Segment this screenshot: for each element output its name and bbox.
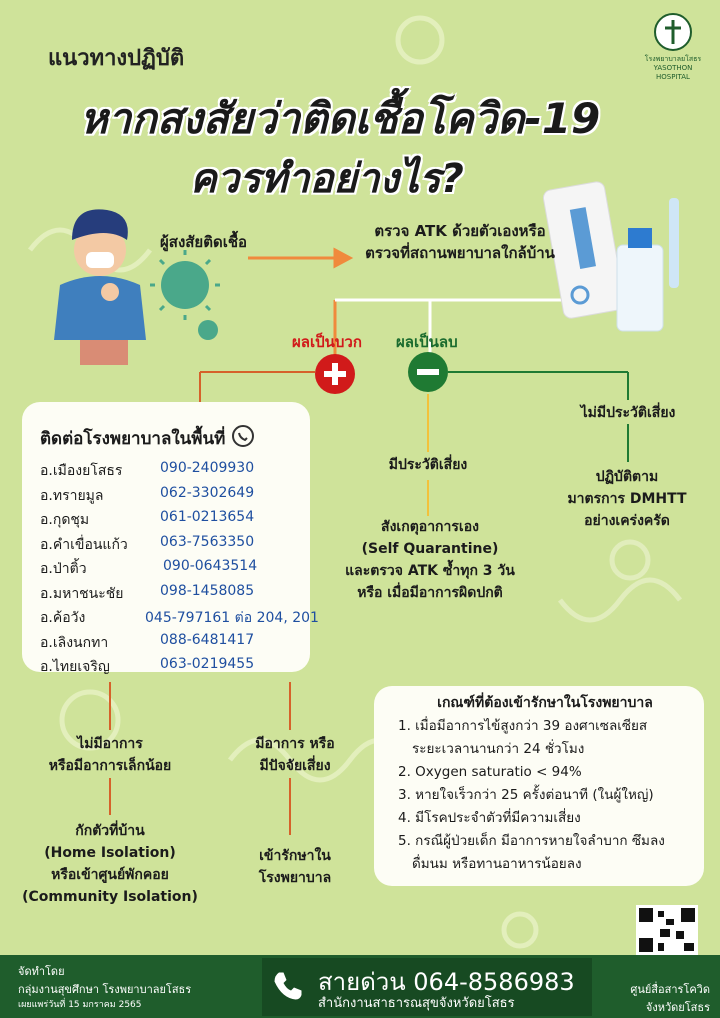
footer-right-line1: ศูนย์สื่อสารโควิด [630,983,710,996]
admit-line1: เข้ารักษาใน [259,848,331,864]
suspect-label: ผู้สงสัยติดเชื้อ [160,233,248,251]
no-symptom-text [30,733,190,777]
has-risk-label: มีประวัติเสี่ยง [388,457,468,473]
contact-phone[interactable]: 063-7563350 [160,533,255,550]
hospital-seal-icon [653,12,693,52]
qr-code[interactable] [636,905,698,955]
quarantine-text [330,516,530,604]
contact-district: อ.เลิงนกทา [40,634,109,651]
contact-phone[interactable]: 063-0219455 [160,656,255,672]
dmhtt-line2: มาตรการ DMHTT [567,491,687,507]
symptom-text [245,733,345,777]
hospital-logo [640,12,706,82]
criteria-item: 3. หายใจเร็วกว่า 25 ครั้งต่อนาที (ในผู้ใหญ่) [398,787,654,803]
contact-phone[interactable]: 061-0213654 [160,509,255,525]
criteria-item: 2. Oxygen saturatio < 94% [398,764,582,780]
no-symptom-line2: หรือมีอาการเล็กน้อย [48,758,172,774]
contact-district: อ.ไทยเจริญ [40,659,110,675]
criteria-title: เกณฑ์ที่ต้องเข้ารักษาในโรงพยาบาล [437,695,653,711]
qr-code-icon [636,905,698,955]
phone-icon [270,968,306,1004]
contact-phone[interactable]: 098-1458085 [160,582,255,599]
admit-line2: โรงพยาบาล [258,870,332,886]
logo-en: YASOTHON HOSPITAL [653,64,693,81]
contact-district: อ.เมืองยโสธร [40,463,123,479]
contact-district: อ.ค้อวัง [40,610,86,626]
atk-test-text [350,220,570,264]
home-line2: (Home Isolation) [44,845,176,861]
contact-district: อ.ป่าติ้ว [40,561,87,577]
hotline-org: สำนักงานสาธารณสุขจังหวัดยโสธร [318,996,515,1011]
quarantine-line1: สังเกตุอาการเอง [381,519,479,535]
symptom-line2: มีปัจจัยเสี่ยง [259,758,331,774]
home-line3: หรือเข้าศูนย์พักคอย [51,867,169,883]
footer-by-label: จัดทำโดย [18,965,65,978]
admit-text [250,845,340,889]
dmhtt-text [552,466,702,532]
symptom-line1: มีอาการ หรือ [255,736,335,752]
contacts-title [40,424,255,452]
quarantine-line4: หรือ เมื่อมีอาการผิดปกติ [357,585,503,601]
dmhtt-line3: อย่างเคร่งครัด [584,513,670,529]
quarantine-line2: (Self Quarantine) [361,541,499,557]
hotline-number[interactable]: สายด่วน 064-8586983 [318,968,575,996]
whatsapp-icon [231,424,255,448]
criteria-item: 1. เมื่อมีอาการไข้สูงกว่า 39 องศาเซลเซียส [398,718,648,734]
criteria-item: ระยะเวลานานกว่า 24 ชั่วโมง [412,741,585,757]
home-line1: กักตัวที่บ้าน [75,823,145,839]
subtitle: แนวทางปฏิบัติ [48,46,185,71]
atk-line1: ตรวจ ATK ด้วยตัวเองหรือ [374,222,546,240]
page-title-line2: ควรทำอย่างไร? [190,156,464,202]
dmhtt-line1: ปฏิบัติตาม [595,469,659,485]
criteria-item: 5. กรณีผู้ป่วยเด็ก มีอาการหายใจลำบาก ซึมลง [398,833,665,849]
contact-phone[interactable]: 062-3302649 [160,484,255,501]
contact-district: อ.มหาชนะชัย [40,585,124,602]
negative-label: ผลเป็นลบ [396,333,458,351]
contact-phone[interactable]: 090-2409930 [160,460,255,476]
contact-phone[interactable]: 088-6481417 [160,631,255,648]
home-line4: (Community Isolation) [22,889,198,905]
contact-district: อ.ทรายมูล [40,487,104,504]
quarantine-line3: และตรวจ ATK ซ้ำทุก 3 วัน [345,563,515,579]
footer-right-line2: จังหวัดยโสธร [645,1001,710,1014]
home-isolation-text [10,820,210,908]
positive-label: ผลเป็นบวก [292,333,362,351]
footer-org: กลุ่มงานสุขศึกษา โรงพยาบาลยโสธร [18,983,192,996]
atk-line2: ตรวจที่สถานพยาบาลใกล้บ้าน [365,244,555,262]
footer-published: เผยแพร่วันที่ 15 มกราคม 2565 [18,1000,142,1010]
criteria-item: 4. มีโรคประจำตัวที่มีความเสี่ยง [398,810,581,826]
contact-district: อ.กุดชุม [40,512,90,528]
contact-phone[interactable]: 045-797161 ต่อ 204, 201 [145,610,319,626]
contacts-title-text: ติดต่อโรงพยาบาลในพื้นที่ [40,429,226,449]
no-risk-label: ไม่มีประวัติเสี่ยง [580,405,676,421]
logo-name: โรงพยาบาลยโสธร [644,55,702,63]
contact-phone[interactable]: 090-0643514 [163,558,258,574]
contact-district: อ.คำเขื่อนแก้ว [40,536,128,553]
no-symptom-line1: ไม่มีอาการ [77,736,143,752]
criteria-item: ดื่มนม หรือทานอาหารน้อยลง [412,856,582,872]
page-title-line1: หากสงสัยว่าติดเชื้อโควิด-19 [80,94,601,143]
